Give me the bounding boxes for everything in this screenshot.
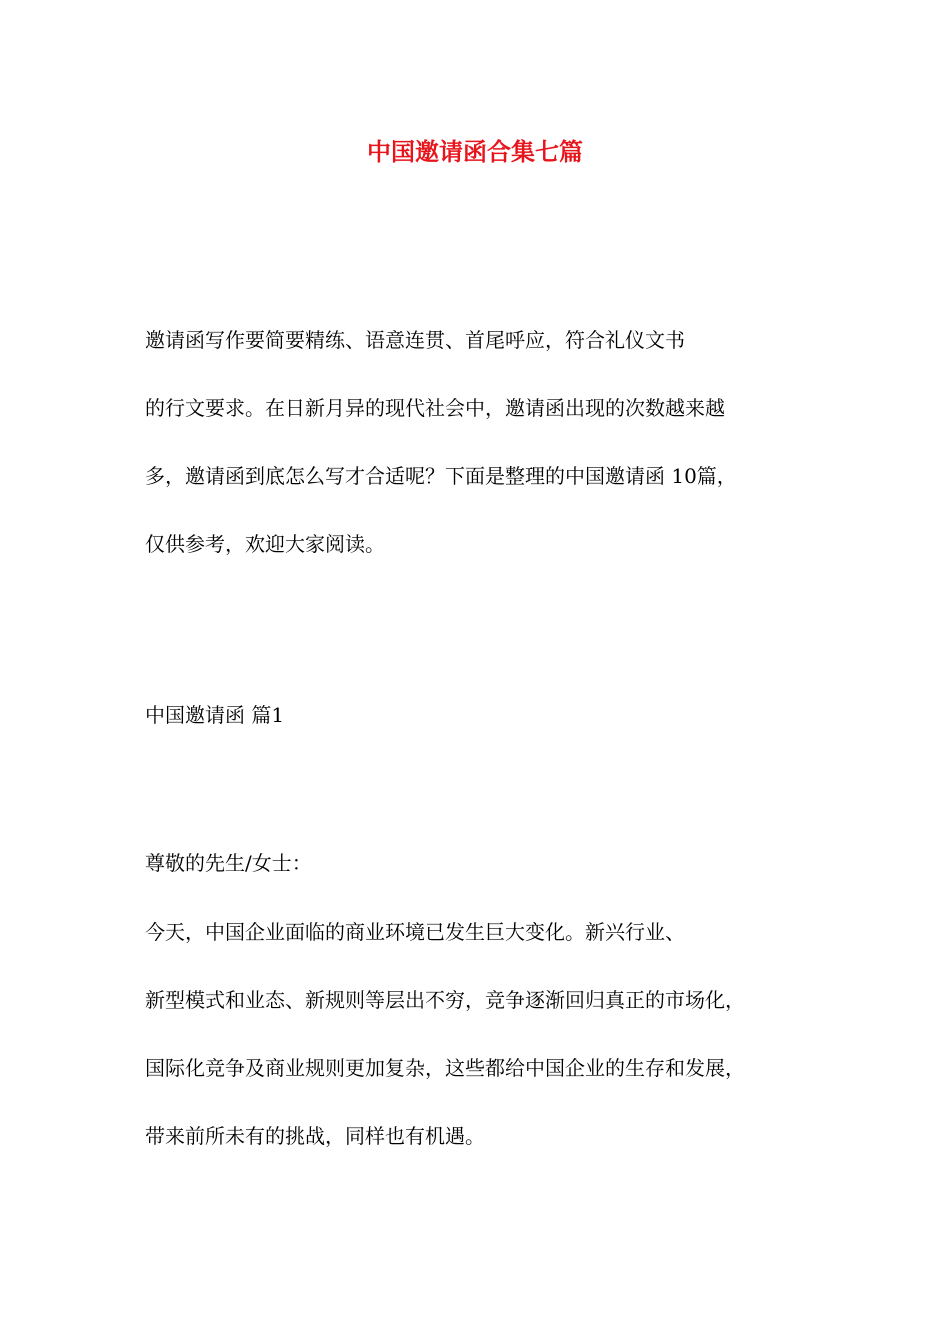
body-paragraph: 今天，中国企业面临的商业环境已发生巨大变化。新兴行业、 新型模式和业态、新规则等层出不穷，竞争逐渐回归真正的市场化， 国际化竞争及商业规则更加复杂，这些都给中国企业的生存和发展， 带来前所未有的挑战，同样也有机遇。 xyxy=(145,920,745,1148)
salutation-line: 尊敬的先生/女士： xyxy=(145,851,312,875)
document-title: 中国邀请函合集七篇 xyxy=(367,137,583,166)
section-heading: 中国邀请函 篇1 xyxy=(145,703,285,727)
intro-paragraph: 邀请函写作要简要精练、语意连贯、首尾呼应，符合礼仪文书 的行文要求。在日新月异的现代社会中，邀请函出现的次数越来越 多，邀请函到底怎么写才合适呢？下面是整理的中国邀请函 10篇， 仅供参考，欢迎大家阅读。 xyxy=(145,328,737,556)
